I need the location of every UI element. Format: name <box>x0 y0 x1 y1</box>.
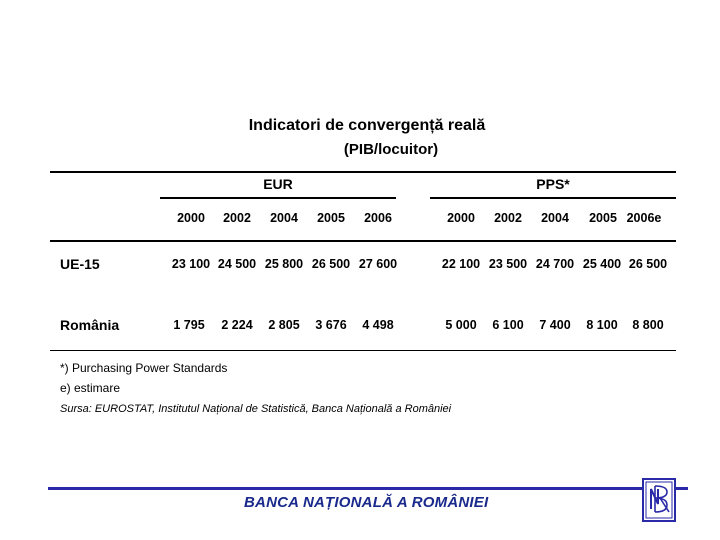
year-header-pps: 2006e <box>626 211 662 225</box>
value-cell: 22 100 <box>441 257 481 271</box>
header-rule <box>50 240 676 242</box>
pps-group-rule <box>430 197 676 199</box>
row-label-ue15: UE-15 <box>60 256 100 272</box>
group-header-pps: PPS* <box>536 176 570 192</box>
year-header-pps: 2004 <box>541 211 569 225</box>
value-cell: 27 600 <box>358 257 398 271</box>
value-cell: 1 795 <box>173 318 205 332</box>
top-rule <box>50 171 676 173</box>
footer-bank-name: BANCA NAȚIONALĂ A ROMÂNIEI <box>244 494 489 511</box>
value-cell: 26 500 <box>628 257 668 271</box>
row-label-romania: România <box>60 317 120 333</box>
year-header-pps: 2005 <box>589 211 617 225</box>
value-cell: 24 500 <box>217 257 257 271</box>
eur-group-rule <box>160 197 396 199</box>
source-note: Sursa: EUROSTAT, Institutul Național de Statistică, Banca Națională a României <box>60 403 452 415</box>
value-cell: 25 400 <box>582 257 622 271</box>
value-cell: 8 800 <box>632 318 664 332</box>
value-cell: 2 224 <box>221 318 253 332</box>
bnr-logo-icon <box>641 478 677 522</box>
value-cell: 23 100 <box>171 257 211 271</box>
value-cell: 23 500 <box>488 257 528 271</box>
value-cell: 6 100 <box>492 318 524 332</box>
table-title: Indicatori de convergență reală <box>248 117 486 134</box>
value-cell: 2 805 <box>268 318 300 332</box>
footnote-pps: *) Purchasing Power Standards <box>60 361 228 375</box>
year-header-eur: 2006 <box>364 211 392 225</box>
year-header-eur: 2000 <box>177 211 205 225</box>
value-cell: 25 800 <box>264 257 304 271</box>
table-subtitle: (PIB/locuitor) <box>343 141 439 158</box>
value-cell: 4 498 <box>362 318 394 332</box>
year-header-pps: 2000 <box>447 211 475 225</box>
value-cell: 7 400 <box>539 318 571 332</box>
group-header-eur: EUR <box>263 176 293 192</box>
value-cell: 24 700 <box>535 257 575 271</box>
year-header-eur: 2002 <box>223 211 251 225</box>
year-header-eur: 2004 <box>270 211 298 225</box>
value-cell: 26 500 <box>311 257 351 271</box>
year-header-eur: 2005 <box>317 211 345 225</box>
value-cell: 5 000 <box>445 318 477 332</box>
value-cell: 8 100 <box>586 318 618 332</box>
value-cell: 3 676 <box>315 318 347 332</box>
bottom-rule <box>50 350 676 351</box>
year-header-pps: 2002 <box>494 211 522 225</box>
footnote-estimate: e) estimare <box>60 381 121 395</box>
footer-rule <box>48 487 688 490</box>
